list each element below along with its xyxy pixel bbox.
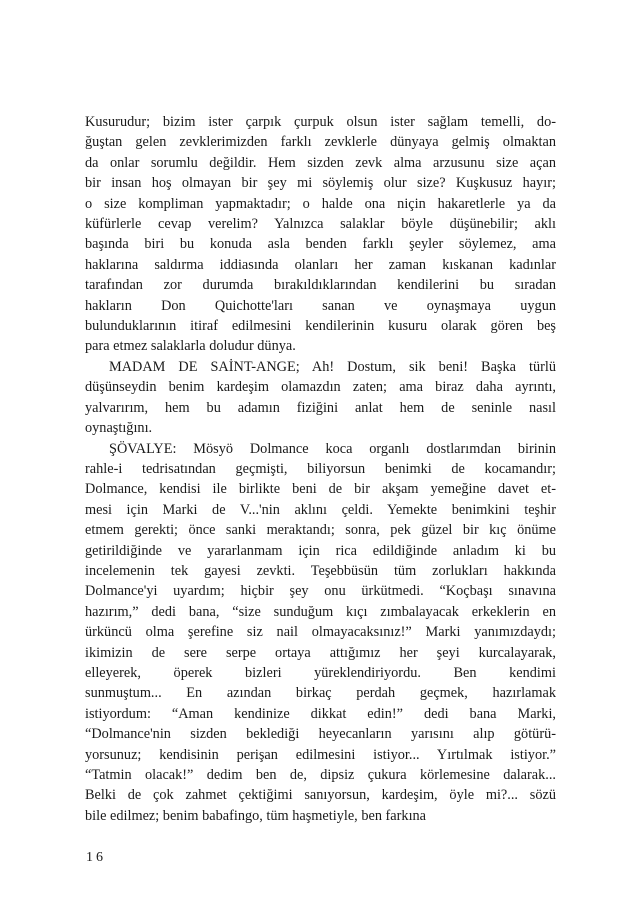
text-line: ikimizin de sere serpe ortaya attığımız her şeyi kurcalayarak, <box>85 644 556 661</box>
paragraph <box>85 112 556 357</box>
text-line: haklarına saldırma iddiasında olanları her zaman kıskanan kadınlar <box>85 256 556 273</box>
text-line: hazırım,” dedi bana, “size sunduğum kıçı zımbalayacak erkeklerin en <box>85 603 556 620</box>
text-line: ğuştan gelen zevklerimizden farklı zevklerle dünyaya gelmiş olmaktan <box>85 134 556 151</box>
text-line: istiyordum: “Aman kendinize dikkat edin!” dedi bana Marki, <box>85 705 556 722</box>
text-line: ŞÖVALYE: Mösyö Dolmance koca organlı dostlarımdan birinin <box>109 440 556 457</box>
text-line: rahle-i tedrisatından geçmişti, biliyorsun benimki de kocamandır; <box>85 460 556 477</box>
text-line: incelemenin tek gayesi zevkti. Teşebbüsün tüm zorlukları hakkında <box>85 562 556 579</box>
text-line: oynaştığını. <box>85 420 153 437</box>
book-page-text <box>85 112 556 826</box>
text-line: etmem gerekti; önce sanki meraktandı; sonra, pek güzel bir kıç önüme <box>85 522 556 539</box>
page-number: 16 <box>86 850 106 865</box>
text-line: Dolmance, kendisi ile birlikte beni de bir akşam yemeğine davet et- <box>85 481 556 498</box>
text-line: bile edilmez; benim babafingo, tüm haşmetiyle, ben farkına <box>85 807 427 824</box>
text-line: Dolmance'yi uyardım; hiçbir şey onu ürkütmedi. “Koçbaşı sınavına <box>85 583 556 600</box>
paragraph <box>85 357 556 439</box>
text-line: MADAM DE SAİNT-ANGE; Ah! Dostum, sik beni! Başka türlü <box>109 358 556 375</box>
text-line: sunmuştum... En azından birkaç perdah geçmek, hazırlamak <box>85 685 556 702</box>
text-line: getirildiğinde ve yararlanmam için rica edildiğinde anladım ki bu <box>85 542 556 559</box>
text-line: da onlar sorumlu değildir. Hem sizden zevk alma arzusunu size açan <box>85 154 556 171</box>
text-line: yalvarırım, hem bu adamın fiziğini anlat hem de seninle nasıl <box>85 399 556 416</box>
paragraph <box>85 439 556 827</box>
text-line: “Dolmance'nin sizden beklediği heyecanların yarısını alıp götürü- <box>85 726 556 743</box>
text-line: mesi için Marki de V...'nin aklını çeldi. Yemekte benimkini teşhir <box>85 501 556 518</box>
text-line: Kusurudur; bizim ister çarpık çurpuk olsun ister sağlam temelli, do- <box>85 114 556 130</box>
text-line: “Tatmin olacak!” dedim ben de, dipsiz çukura körlemesine dalarak... <box>85 767 556 783</box>
text-line: bulunduklarının itiraf edilmesini kendilerinin kusuru olarak gören beş <box>85 318 556 335</box>
text-line: ürküncü olma şerefine siz nail olmayacaksınız!” Marki yanımızdaydı; <box>85 624 556 641</box>
text-line: küfürlerle cevap verelim? Yalnızca salaklar böyle düşünebilir; aklı <box>85 216 556 233</box>
text-line: para etmez salaklarla doludur dünya. <box>85 338 296 355</box>
text-line: başında biri bu konuda asla benden farklı şeyler söylemez, ama <box>85 236 556 253</box>
text-line: yorsunuz; kendisinin perişan edilmesini istiyor... Yırtılmak istiyor.” <box>85 746 556 763</box>
text-line: o size kompliman yapmaktadır; o halde ona niçin hakaretlerle ya da <box>85 195 556 212</box>
text-line: Belki de çok zahmet çektiğimi sanıyorsun, kardeşim, öyle mi?... sözü <box>85 787 556 804</box>
text-line: düşünseydin benim kardeşim olamazdın zaten; ama biraz daha ayrıntı, <box>85 379 556 396</box>
text-line: elleyerek, öperek bizleri yüreklendiriyordu. Ben kendimi <box>85 664 556 681</box>
text-line: hakların Don Quichotte'ları sanan ve oynaşmaya uygun <box>85 297 556 314</box>
text-line: bir insan hoş olmayan bir şey mi söylemiş olur size? Kuşkusuz hayır; <box>85 175 556 192</box>
text-line: tarafından zor durumda bırakıldıklarından kendilerini bu sıradan <box>85 277 556 294</box>
